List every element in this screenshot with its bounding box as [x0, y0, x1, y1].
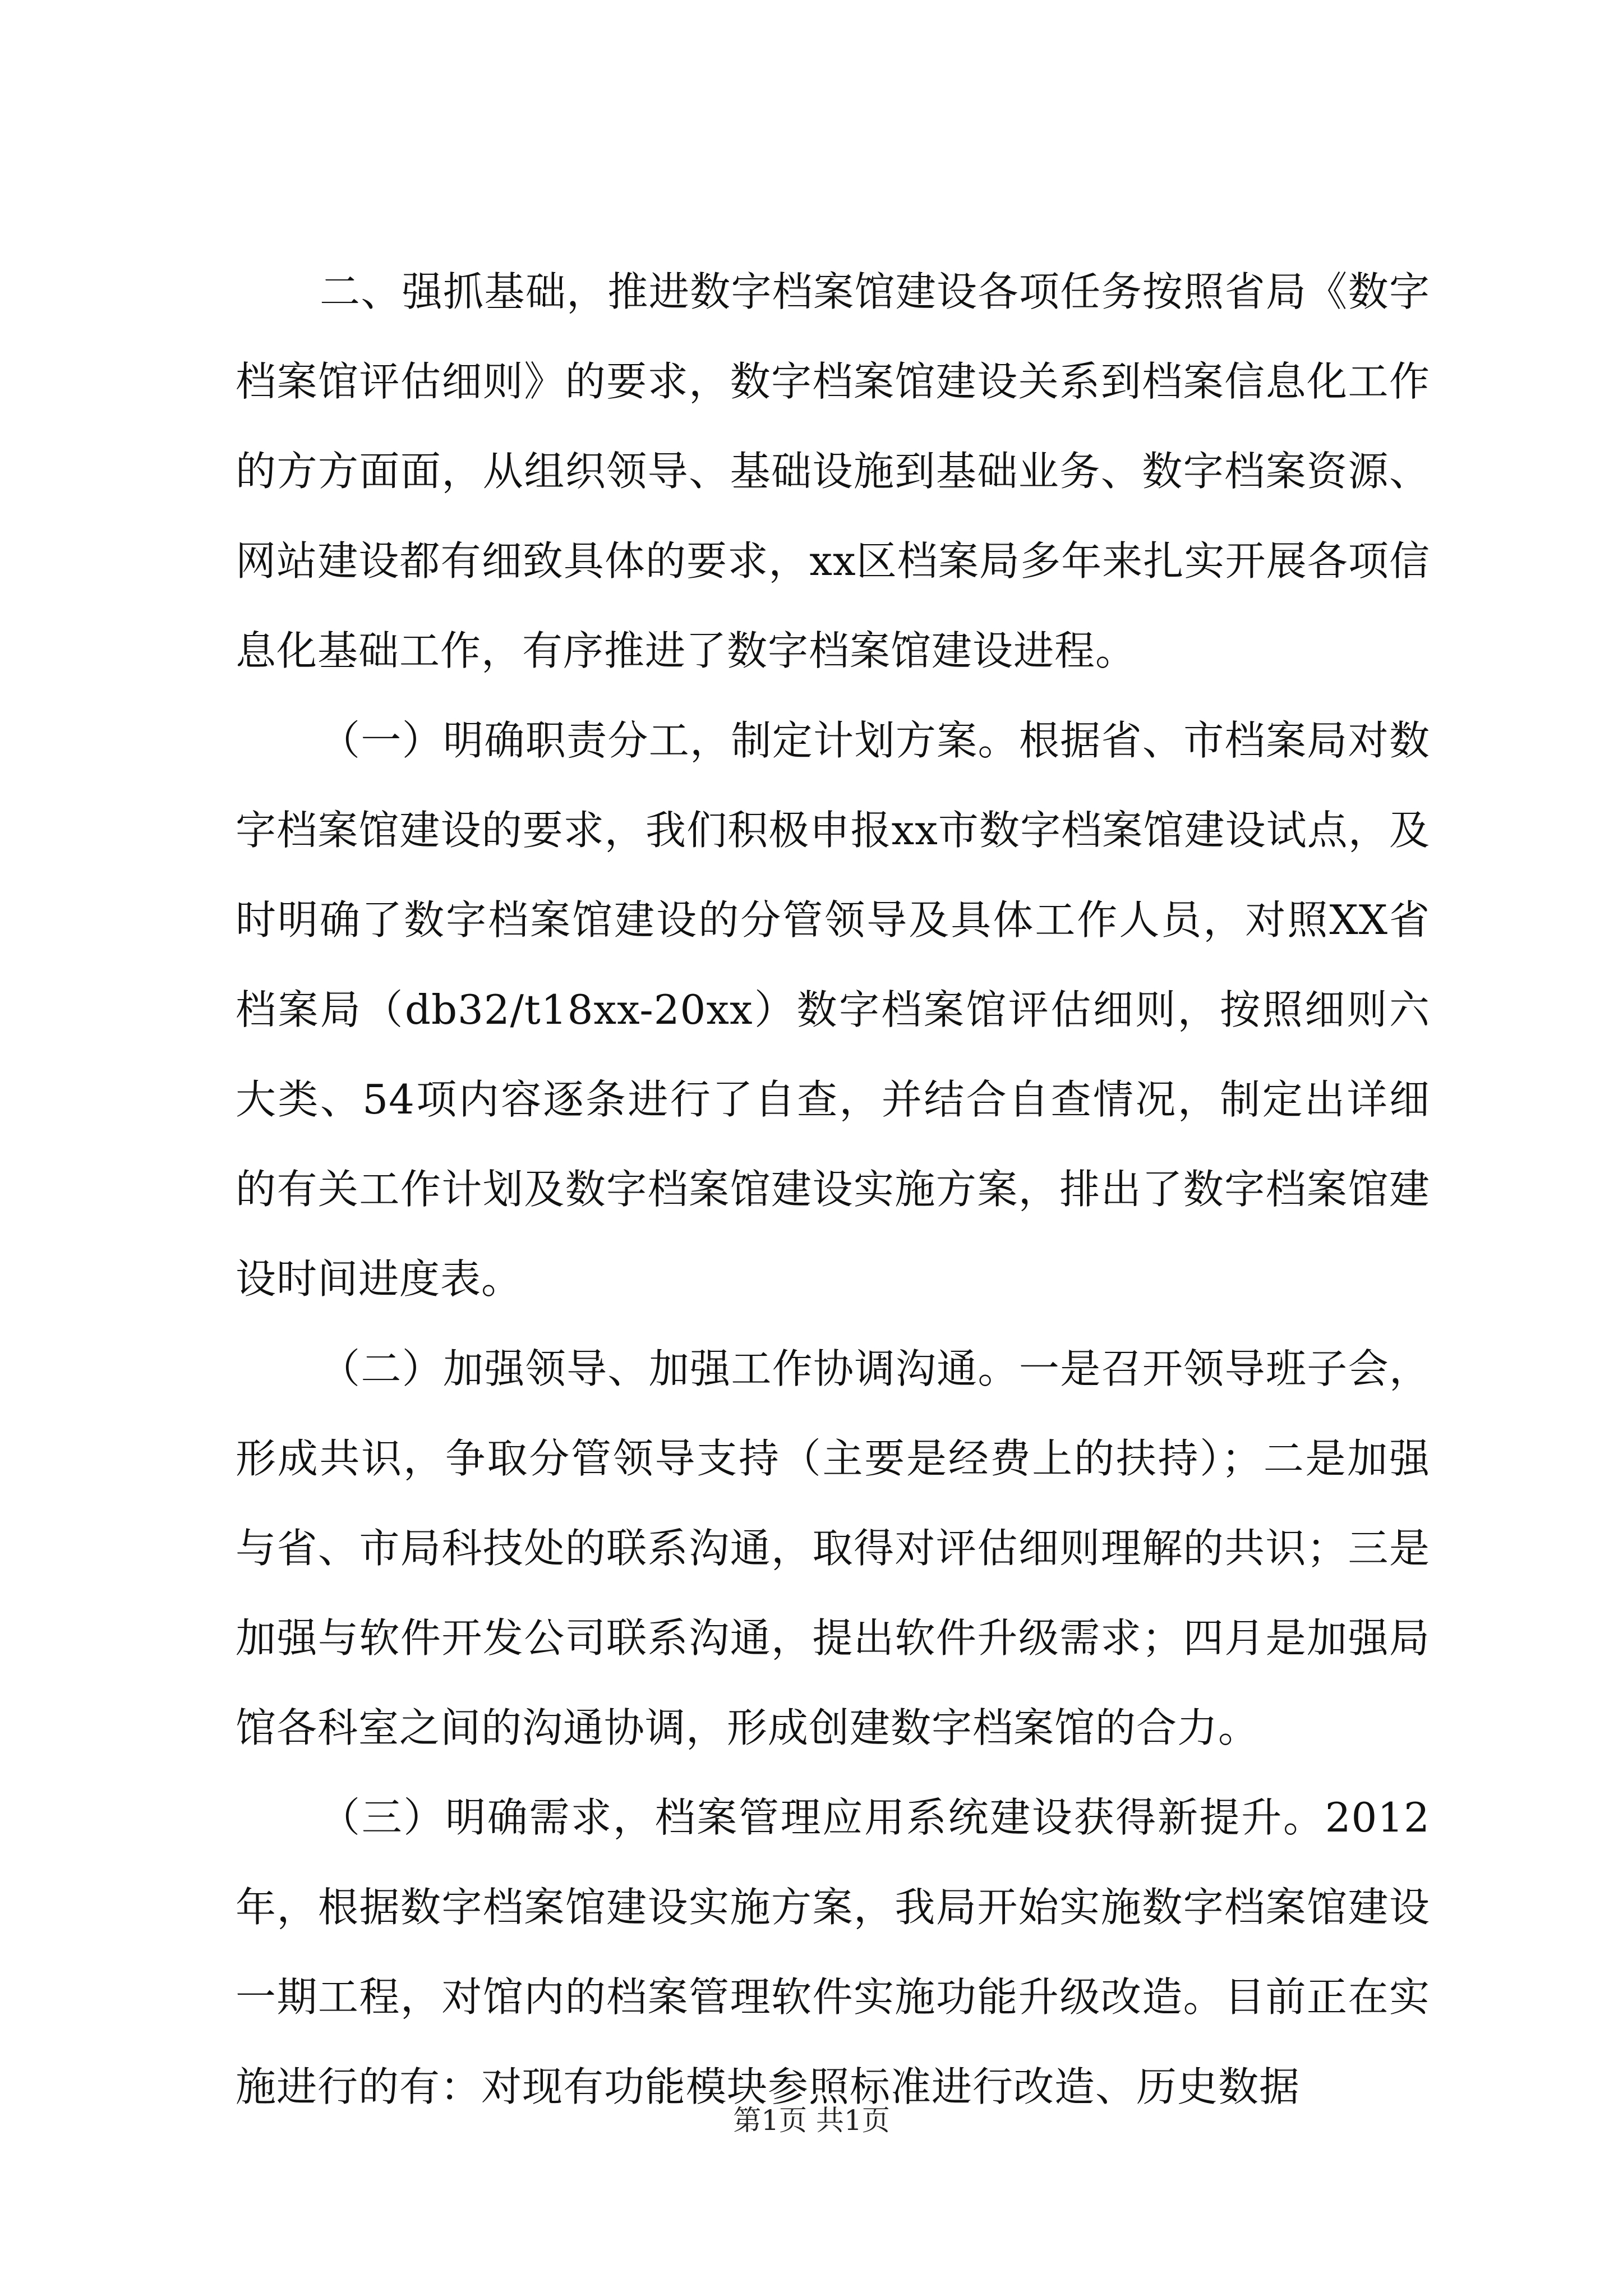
- document-body: [236, 247, 1430, 2132]
- page-number-footer: 第1页 共1页: [733, 2104, 890, 2137]
- paragraph-item-three: （三）明确需求，档案管理应用系统建设获得新提升。2012年，根据数字档案馆建设实施方案，我局开始实施数字档案馆建设一期工程，对馆内的档案管理软件实施功能升级改造。目前正在实施进行的有：对现有功能模块参照标准进行改造、历史数据: [236, 1794, 1430, 2110]
- paragraph-item-one: （一）明确职责分工，制定计划方案。根据省、市档案局对数字档案馆建设的要求，我们积极申报xx市数字档案馆建设试点，及时明确了数字档案馆建设的分管领导及具体工作人员，对照XX省档案局（db32/t18xx-20xx）数字档案馆评估细则，按照细则六大类、54项内容逐条进行了自查，并结合自查情况，制定出详细的有关工作计划及数字档案馆建设实施方案，排出了数字档案馆建设时间进度表。: [236, 717, 1430, 1303]
- paragraph-item-two: （二）加强领导、加强工作协调沟通。一是召开领导班子会，形成共识，争取分管领导支持（主要是经费上的扶持）；二是加强与省、市局科技处的联系沟通，取得对评估细则理解的共识；三是加强与软件开发公司联系沟通，提出软件升级需求；四月是加强局馆各科室之间的沟通协调，形成创建数字档案馆的合力。: [236, 1345, 1430, 1751]
- paragraph-section-two: 二、强抓基础，推进数字档案馆建设各项任务按照省局《数字档案馆评估细则》的要求，数字档案馆建设关系到档案信息化工作的方方面面，从组织领导、基础设施到基础业务、数字档案资源、网站建设都有细致具体的要求，xx区档案局多年来扎实开展各项信息化基础工作，有序推进了数字档案馆建设进程。: [236, 268, 1430, 674]
